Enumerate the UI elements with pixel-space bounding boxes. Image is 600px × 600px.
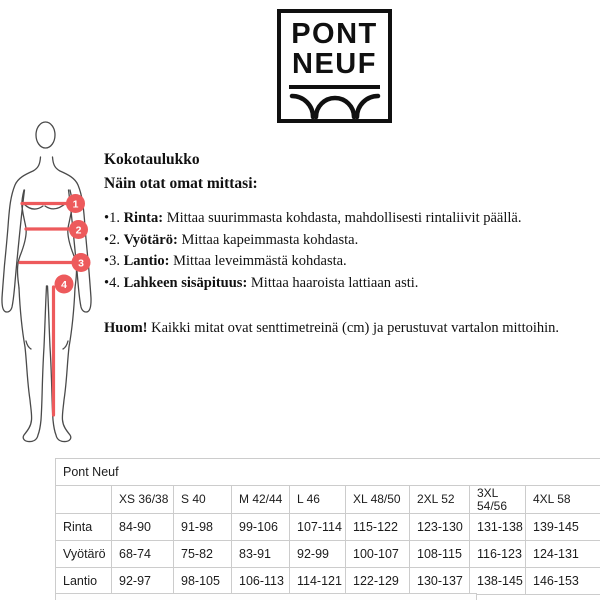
table-row-waist — [56, 541, 600, 568]
table-title: Pont Neuf — [56, 459, 600, 486]
logo-divider — [289, 85, 380, 89]
hip-4xl: 146-153 — [526, 568, 600, 595]
size-table — [55, 458, 600, 595]
hip-s: 98-105 — [174, 568, 232, 595]
waist-xl: 100-107 — [346, 541, 410, 568]
instructions-subtitle: Näin otat omat mittasi: — [104, 175, 258, 192]
note-text: Kaikki mitat ovat senttimetreinä (cm) ja perustuvat vartalon mittoihin. — [151, 320, 560, 336]
figure-right-leg — [47, 286, 76, 442]
header-s: S 40 — [174, 486, 232, 514]
hip-l: 114-121 — [290, 568, 346, 595]
step-3 — [104, 251, 590, 273]
header-4xl: 4XL 58 — [526, 486, 600, 514]
waist-s: 75-82 — [174, 541, 232, 568]
hip-m: 106-113 — [232, 568, 290, 595]
step-2-text: Mittaa kapeimmasta kohdasta. — [181, 231, 359, 248]
waist-xs: 68-74 — [112, 541, 174, 568]
header-empty — [56, 486, 112, 514]
row-label-waist: Vyötärö — [56, 541, 112, 568]
chest-s: 91-98 — [174, 514, 232, 541]
step-4-text: Mittaa haaroista lattiaan asti. — [250, 274, 419, 291]
note — [104, 318, 590, 338]
header-3xl: 3XL 54/56 — [470, 486, 526, 514]
waist-2xl: 108-115 — [410, 541, 470, 568]
chest-m: 99-106 — [232, 514, 290, 541]
waist-m: 83-91 — [232, 541, 290, 568]
badge-2-number: 2 — [75, 224, 82, 237]
step-1-text: Mittaa suurimmasta kohdasta, mahdollisesti rintaliivit päällä. — [166, 210, 522, 226]
figure-head — [36, 122, 55, 148]
chest-xs: 84-90 — [112, 514, 174, 541]
body-measurement-figure — [0, 110, 100, 450]
header-xs: XS 36/38 — [112, 486, 174, 514]
table-title-row — [56, 459, 600, 486]
chest-4xl: 139-145 — [526, 514, 600, 541]
note-label: Huom! — [104, 320, 148, 336]
step-1-marker: •1. — [104, 210, 120, 226]
hip-xl: 122-129 — [346, 568, 410, 595]
table-header-row — [56, 486, 600, 514]
next-table-partial-row — [55, 593, 477, 600]
badge-4-number: 4 — [61, 278, 67, 291]
figure-left-arm — [2, 157, 41, 312]
badge-3-number: 3 — [78, 257, 84, 270]
step-2-label: Vyötärö: — [123, 231, 178, 248]
brand-logo — [277, 9, 392, 123]
step-3-label: Lantio: — [123, 253, 170, 269]
step-3-text: Mittaa leveimmästä kohdasta. — [173, 253, 347, 269]
badge-1-number: 1 — [72, 198, 79, 211]
hip-xs: 92-97 — [112, 568, 174, 595]
step-2-marker: •2. — [104, 231, 120, 248]
step-1 — [104, 208, 590, 230]
row-label-chest: Rinta — [56, 514, 112, 541]
waist-l: 92-99 — [290, 541, 346, 568]
waist-3xl: 116-123 — [470, 541, 526, 568]
figure-left-leg — [19, 286, 47, 442]
measurement-steps — [104, 208, 590, 294]
logo-text-line2: NEUF — [292, 48, 377, 80]
chest-2xl: 123-130 — [410, 514, 470, 541]
waist-4xl: 124-131 — [526, 541, 600, 568]
step-3-marker: •3. — [104, 253, 120, 269]
chest-xl: 115-122 — [346, 514, 410, 541]
row-label-hip: Lantio — [56, 568, 112, 595]
header-xl: XL 48/50 — [346, 486, 410, 514]
bridge-arches-icon — [289, 92, 381, 120]
step-4 — [104, 273, 590, 295]
step-1-label: Rinta: — [123, 210, 164, 226]
page-title: Kokotaulukko — [104, 151, 200, 168]
chest-3xl: 131-138 — [470, 514, 526, 541]
figure-knee-marks — [26, 341, 68, 349]
hip-2xl: 130-137 — [410, 568, 470, 595]
step-2 — [104, 230, 590, 252]
instructions-block — [104, 151, 590, 338]
table-row-chest — [56, 514, 600, 541]
chest-l: 107-114 — [290, 514, 346, 541]
table-row-hip — [56, 568, 600, 595]
logo-text-line1: PONT — [291, 18, 378, 50]
header-l: L 46 — [290, 486, 346, 514]
hip-3xl: 138-145 — [470, 568, 526, 595]
header-2xl: 2XL 52 — [410, 486, 470, 514]
step-4-label: Lahkeen sisäpituus: — [123, 274, 248, 291]
header-m: M 42/44 — [232, 486, 290, 514]
step-4-marker: •4. — [104, 274, 120, 291]
